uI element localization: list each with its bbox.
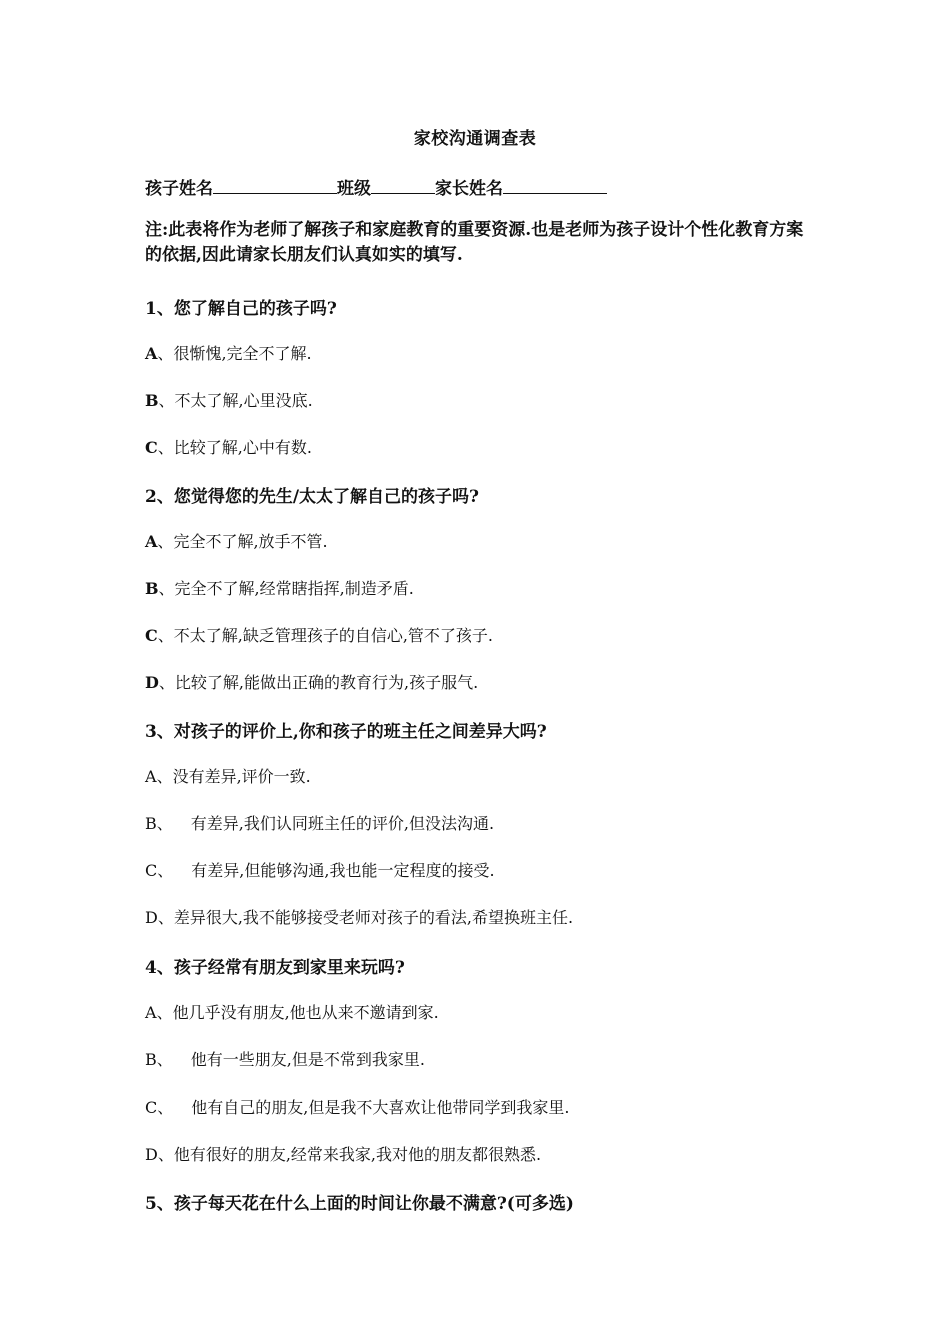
parent-name-label: 家长姓名 — [435, 179, 503, 199]
option-4a: A、他几乎没有朋友,他也从来不邀请到家. — [145, 1003, 439, 1022]
option-2d: D、比较了解,能做出正确的教育行为,孩子服气. — [145, 673, 479, 692]
option-3c: C、 有差异,但能够沟通,我也能一定程度的接受. — [145, 861, 495, 880]
option-1b: B、不太了解,心里没底. — [145, 391, 313, 410]
child-name-label: 孩子姓名 — [145, 179, 213, 199]
question-5: 5、孩子每天花在什么上面的时间让你最不满意?(可多选) — [145, 1194, 574, 1214]
question-3: 3、对孩子的评价上,你和孩子的班主任之间差异大吗? — [145, 722, 547, 742]
option-2c: C、不太了解,缺乏管理孩子的自信心,管不了孩子. — [145, 626, 494, 645]
option-1a: A、很惭愧,完全不了解. — [145, 344, 312, 363]
option-4b: B、 他有一些朋友,但是不常到我家里. — [145, 1050, 425, 1069]
info-row — [145, 174, 607, 199]
option-4d: D、他有很好的朋友,经常来我家,我对他的朋友都很熟悉. — [145, 1145, 542, 1164]
option-3a: A、没有差异,评价一致. — [145, 767, 311, 786]
parent-name-blank[interactable] — [503, 175, 607, 194]
option-2a: A、完全不了解,放手不管. — [145, 532, 328, 551]
option-3b: B、 有差异,我们认同班主任的评价,但没法沟通. — [145, 814, 495, 833]
question-2: 2、您觉得您的先生/太太了解自己的孩子吗? — [145, 487, 479, 507]
option-4c: C、 他有自己的朋友,但是我不大喜欢让他带同学到我家里. — [145, 1098, 570, 1117]
option-1c: C、比较了解,心中有数. — [145, 438, 312, 457]
class-blank[interactable] — [371, 175, 435, 194]
class-label: 班级 — [337, 179, 371, 199]
document-title: 家校沟通调查表 — [413, 129, 537, 149]
option-3d: D、差异很大,我不能够接受老师对孩子的看法,希望换班主任. — [145, 908, 574, 927]
question-4: 4、孩子经常有朋友到家里来玩吗? — [145, 958, 405, 978]
option-2b: B、完全不了解,经常瞎指挥,制造矛盾. — [145, 579, 414, 598]
question-1: 1、您了解自己的孩子吗? — [145, 299, 337, 319]
child-name-blank[interactable] — [213, 175, 337, 194]
instruction-note: 注:此表将作为老师了解孩子和家庭教育的重要资源.也是老师为孩子设计个性化教育方案的依据,因此请家长朋友们认真如实的填写. — [145, 220, 804, 265]
